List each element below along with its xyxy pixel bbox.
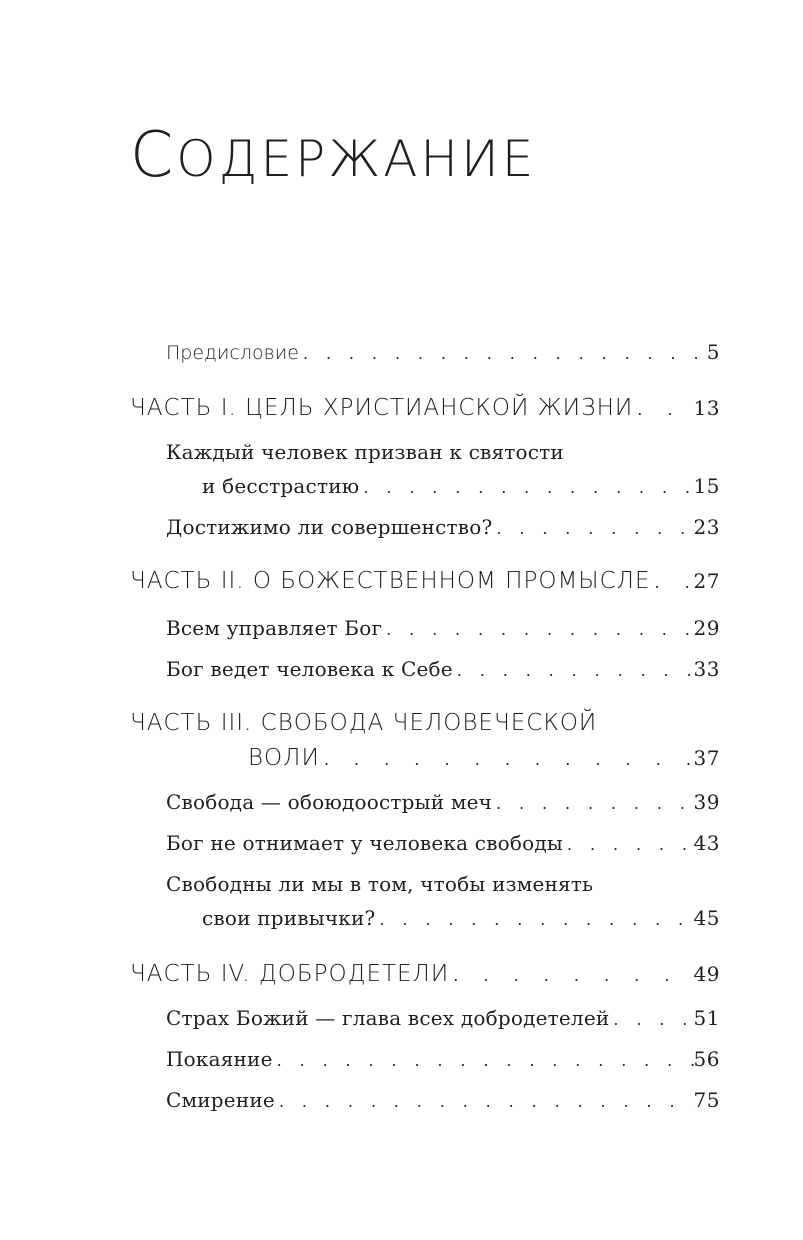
toc-entry-label: Страх Божий — глава всех добродетелей xyxy=(166,1006,610,1030)
toc-entry-label: Достижимо ли совершенство? xyxy=(166,515,493,539)
toc-entry-repentance[interactable] xyxy=(166,1047,720,1071)
toc-leader-dots xyxy=(359,478,693,497)
toc-page-number: 51 xyxy=(693,1006,720,1030)
page-title-initial: С xyxy=(130,118,177,191)
toc-page-number: 23 xyxy=(693,515,720,539)
toc-entry-label: и бесстрастию xyxy=(202,474,360,498)
toc-entry-label: Смирение xyxy=(166,1088,275,1112)
toc-page-number: 15 xyxy=(693,474,720,498)
toc-page-number: 39 xyxy=(693,790,720,814)
toc-leader-dots xyxy=(609,1010,693,1029)
toc-entry-label: Свобода — обоюдоострый меч xyxy=(166,790,493,814)
toc-entry-god-rules[interactable] xyxy=(166,616,720,640)
toc-part-title: ЧАСТЬ I. ЦЕЛЬ ХРИСТИАНСКОЙ ЖИЗНИ xyxy=(130,395,634,421)
toc-leader-dots xyxy=(273,1051,694,1070)
toc-leader-dots xyxy=(492,794,693,813)
page-title-rest: ОДЕРЖАНИЕ xyxy=(176,130,537,188)
toc-page-number: 75 xyxy=(693,1088,720,1112)
toc-part-3[interactable] xyxy=(248,745,720,771)
toc-leader-dots xyxy=(492,519,693,538)
toc-entry-god-leads[interactable] xyxy=(166,657,720,681)
toc-entry-god-freedom[interactable] xyxy=(166,831,720,855)
toc-part-title: ЧАСТЬ IV. ДОБРОДЕТЕЛИ xyxy=(130,961,450,987)
toc-entry-label: Бог ведет человека к Себе xyxy=(166,657,453,681)
toc-page-number: 13 xyxy=(693,396,720,420)
page-title xyxy=(130,118,536,191)
toc-entry-fear-of-god[interactable] xyxy=(166,1006,720,1030)
toc-page-number: 37 xyxy=(693,746,720,770)
toc-part-2[interactable] xyxy=(130,568,720,594)
toc-entry-label-line1: Каждый человек призван к святости xyxy=(166,440,564,464)
toc-part-title: ЧАСТЬ II. О БОЖЕСТВЕННОМ ПРОМЫСЛЕ xyxy=(130,568,651,594)
toc-page-number: 56 xyxy=(693,1047,720,1071)
toc-part-4[interactable] xyxy=(130,961,720,987)
toc-leader-dots xyxy=(382,620,693,639)
toc-entry-label: свои привычки? xyxy=(202,906,376,930)
toc-leader-dots xyxy=(453,661,694,680)
toc-part-1[interactable] xyxy=(130,395,720,421)
toc-leader-dots xyxy=(633,400,693,419)
toc-entry-holiness[interactable] xyxy=(202,474,720,498)
toc-entry-preface[interactable] xyxy=(166,340,720,364)
toc-entry-label: Бог не отнимает у человека свободы xyxy=(166,831,564,855)
toc-entry-label: Покаяние xyxy=(166,1047,273,1071)
toc-leader-dots xyxy=(650,573,693,592)
toc-entry-habits[interactable] xyxy=(202,906,720,930)
toc-entry-label-line1: Свободны ли мы в том, чтобы изменять xyxy=(166,872,594,896)
toc-entry-label: Всем управляет Бог xyxy=(166,616,383,640)
toc-page-number: 5 xyxy=(706,340,720,364)
toc-entry-label: Предисловие xyxy=(166,342,299,364)
toc-leader-dots xyxy=(275,1092,694,1111)
toc-leader-dots xyxy=(375,910,693,929)
toc-page-number: 49 xyxy=(693,962,720,986)
toc-page-number: 27 xyxy=(693,569,720,593)
toc-page-number: 45 xyxy=(693,906,720,930)
toc-part-3-title-line1: ЧАСТЬ III. СВОБОДА ЧЕЛОВЕЧЕСКОЙ xyxy=(130,710,598,736)
toc-leader-dots xyxy=(563,835,694,854)
toc-page-number: 29 xyxy=(693,616,720,640)
toc-entry-perfection[interactable] xyxy=(166,515,720,539)
toc-leader-dots xyxy=(299,344,707,363)
toc-entry-freedom-sword[interactable] xyxy=(166,790,720,814)
toc-leader-dots xyxy=(449,966,693,985)
toc-page-number: 43 xyxy=(693,831,720,855)
toc-part-title: ВОЛИ xyxy=(248,745,320,771)
toc-leader-dots xyxy=(320,750,694,769)
toc-page-number: 33 xyxy=(693,657,720,681)
toc-entry-humility[interactable] xyxy=(166,1088,720,1112)
